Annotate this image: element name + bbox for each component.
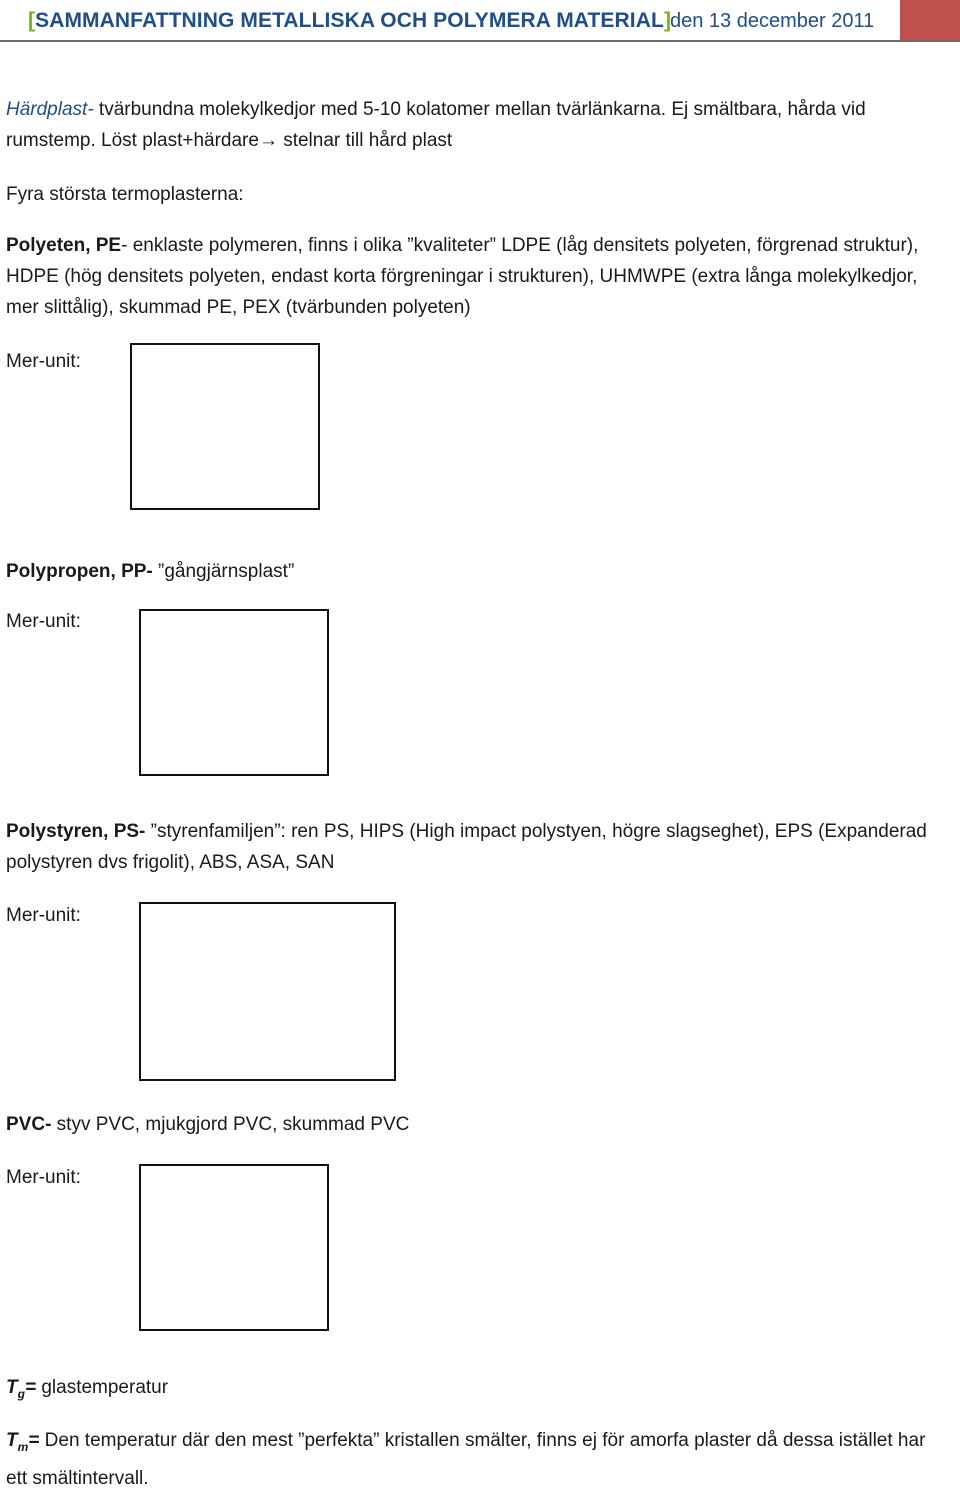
ps-unit-label: Mer-unit:	[6, 905, 81, 926]
pp-term: Polypropen, PP-	[6, 561, 153, 582]
header-title	[28, 9, 671, 33]
pe-unit-label: Mer-unit:	[6, 351, 81, 372]
ps-paragraph	[6, 816, 946, 878]
pvc-text: styv PVC, mjukgjord PVC, skummad PVC	[51, 1114, 410, 1135]
header-date: den 13 december 2011	[670, 10, 875, 32]
hardplast-text-2: stelnar till hård plast	[277, 130, 453, 151]
pe-term: Polyeten, PE	[6, 235, 122, 256]
hardplast-text-1: tvärbundna molekylkedjor med 5-10 kolatomer mellan tvärlänkarna. Ej smältbara, hårda vid rumstemp. Löst plast+härdare	[6, 99, 866, 151]
tm-symbol: $T_m=$	[6, 1430, 40, 1454]
arrow-icon: →	[258, 130, 278, 151]
tm-paragraph	[6, 1425, 946, 1494]
pe-paragraph	[6, 230, 946, 323]
pe-text: - enklaste polymeren, finns i olika ”kvaliteter” LDPE (låg densitets polyeten, förgrenad struktur), HDPE (hög densitets polyeten, endast korta förgreningar i strukturen), UHMWPE (extra långa molekylkedjor, mer slittålig), skummad PE, PEX (tvärbunden polyeten)	[6, 235, 919, 318]
ps-text: ”styrenfamiljen”: ren PS, HIPS (High impact polystyen, högre slagseghet), EPS (Expanderad polystyren dvs frigolit), ABS, ASA, SAN	[6, 821, 927, 873]
pp-paragraph	[6, 556, 946, 587]
page-header	[0, 0, 960, 42]
bracket-close: ]	[663, 9, 672, 32]
pp-unit-box	[139, 609, 329, 776]
tg-paragraph	[6, 1372, 946, 1410]
pvc-unit-box	[139, 1164, 329, 1331]
pvc-unit-label: Mer-unit:	[6, 1167, 81, 1188]
hardplast-term: Härdplast-	[6, 99, 94, 120]
tg-text: glastemperatur	[36, 1377, 169, 1398]
header-title-text: SAMMANFATTNING METALLISKA OCH POLYMERA MATERIAL	[35, 9, 664, 32]
tg-symbol: $T_g=$	[6, 1377, 37, 1401]
ps-unit-box	[139, 902, 396, 1081]
hardplast-paragraph	[6, 94, 946, 156]
pvc-term: PVC-	[6, 1114, 52, 1135]
ps-term: Polystyren, PS-	[6, 821, 146, 842]
header-color-block	[900, 0, 960, 40]
pvc-paragraph	[6, 1109, 946, 1140]
tm-text: Den temperatur där den mest ”perfekta” kristallen smälter, finns ej för amorfa plaster då dessa istället har ett smältintervall.	[6, 1430, 926, 1489]
intro-text: Fyra största termoplasterna:	[6, 184, 244, 205]
pp-text: ”gångjärnsplast”	[152, 561, 295, 582]
bracket-open: [	[28, 9, 36, 32]
pe-unit-box	[130, 343, 320, 510]
pp-unit-label: Mer-unit:	[6, 611, 81, 632]
